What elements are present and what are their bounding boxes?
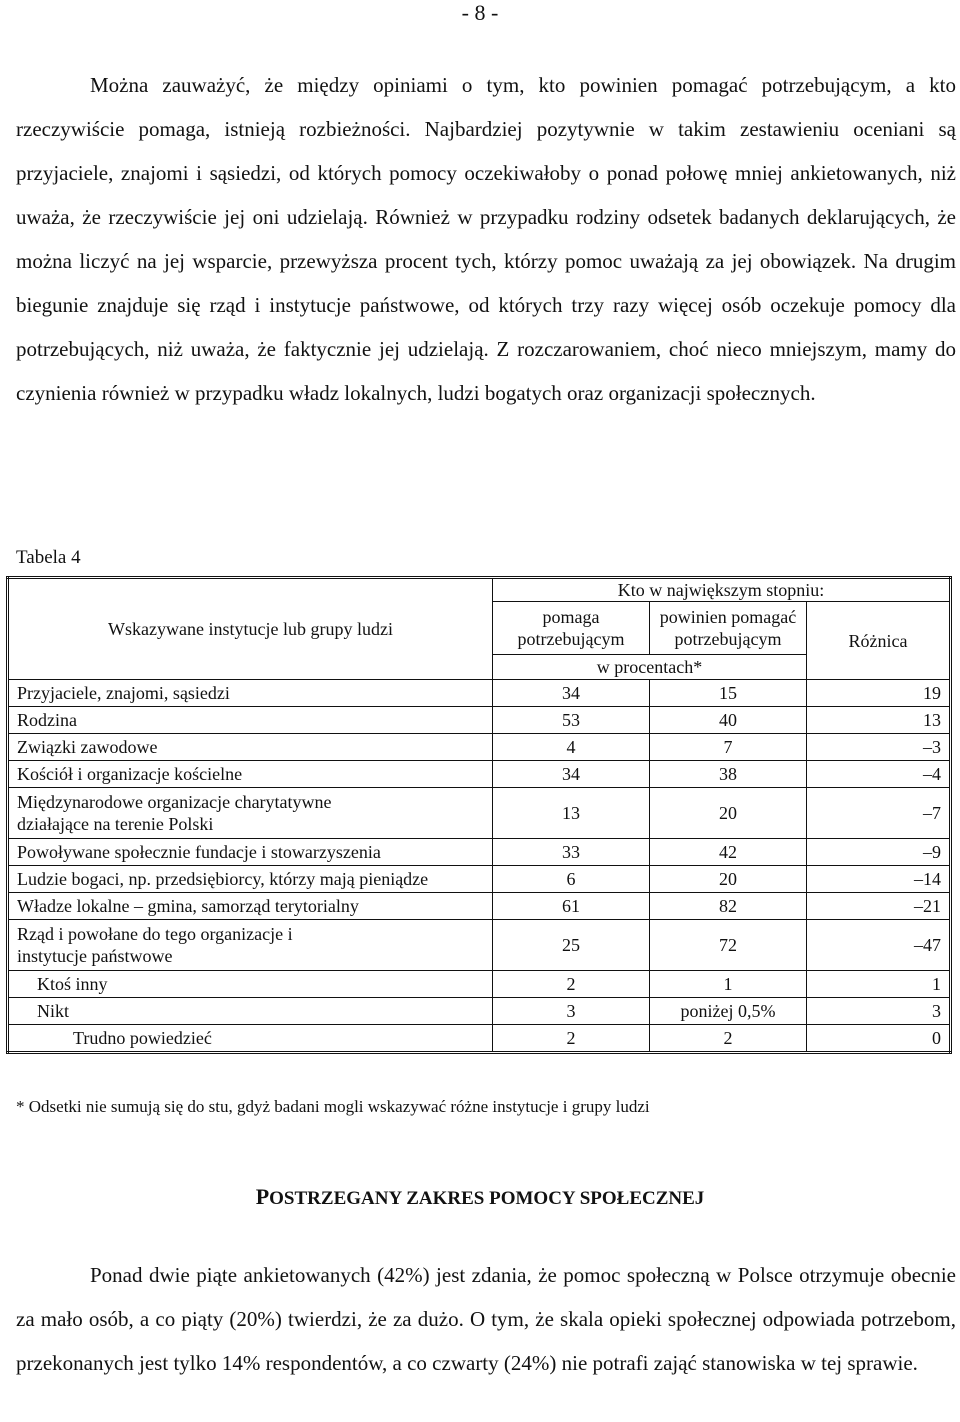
table-row [8, 866, 951, 893]
section-heading-initial: P [255, 1184, 270, 1209]
cell-helps: 4 [493, 734, 650, 761]
table-row [8, 971, 951, 998]
section-heading-rest: OSTRZEGANY ZAKRES POMOCY SPOŁECZNEJ [269, 1188, 705, 1209]
row-label: Związki zawodowe [8, 734, 493, 761]
table-row [8, 1025, 951, 1053]
row-label: Powoływane społecznie fundacje i stowarzyszenia [8, 839, 493, 866]
row-label: Międzynarodowe organizacje charytatywne działające na terenie Polski [8, 788, 493, 839]
section-heading [0, 1185, 960, 1211]
cell-helps: 3 [493, 998, 650, 1025]
cell-should: 40 [650, 707, 807, 734]
body-paragraph-2: Ponad dwie piąte ankietowanych (42%) jest zdania, że pomoc społeczną w Polsce otrzymuje obecnie za mało osób, a co piąty (20%) twierdzi, że za dużo. O tym, że skala opieki społecznej odpowiada potrzebom, przekonanych jest tylko 14% respondentów, a co czwarty (24%) nie potrafi zająć stanowiska w tej sprawie. [16, 1263, 956, 1375]
cell-diff: –9 [807, 839, 951, 866]
cell-should: 20 [650, 866, 807, 893]
page-number: - 8 - [461, 0, 499, 25]
row-label: Przyjaciele, znajomi, sąsiedzi [8, 680, 493, 707]
table-caption: Tabela 4 [16, 547, 81, 568]
cell-should: 2 [650, 1025, 807, 1053]
cell-should: 72 [650, 920, 807, 971]
cell-diff: 13 [807, 707, 951, 734]
cell-helps: 2 [493, 1025, 650, 1053]
header-group-label: Kto w największym stopniu: [493, 578, 951, 602]
cell-should: 1 [650, 971, 807, 998]
cell-diff: 1 [807, 971, 951, 998]
cell-diff: 3 [807, 998, 951, 1025]
cell-diff: 0 [807, 1025, 951, 1053]
cell-diff: –21 [807, 893, 951, 920]
header-row-label: Wskazywane instytucje lub grupy ludzi [8, 578, 493, 680]
cell-diff: –4 [807, 761, 951, 788]
cell-helps: 6 [493, 866, 650, 893]
table-row [8, 839, 951, 866]
table-footnote: * Odsetki nie sumują się do stu, gdyż badani mogli wskazywać różne instytucje i grupy ludzi [16, 1097, 650, 1116]
cell-helps: 25 [493, 920, 650, 971]
cell-diff: –3 [807, 734, 951, 761]
cell-should: poniżej 0,5% [650, 998, 807, 1025]
table-row [8, 707, 951, 734]
cell-should: 38 [650, 761, 807, 788]
cell-should: 20 [650, 788, 807, 839]
cell-helps: 34 [493, 761, 650, 788]
row-label: Rodzina [8, 707, 493, 734]
row-label: Ludzie bogaci, np. przedsiębiorcy, którzy mają pieniądze [8, 866, 493, 893]
cell-diff: –47 [807, 920, 951, 971]
table-row [8, 734, 951, 761]
row-label: Rząd i powołane do tego organizacje i instytucje państwowe [8, 920, 493, 971]
cell-should: 7 [650, 734, 807, 761]
cell-should: 42 [650, 839, 807, 866]
cell-helps: 53 [493, 707, 650, 734]
row-label: Nikt [8, 998, 493, 1025]
row-label: Władze lokalne – gmina, samorząd terytorialny [8, 893, 493, 920]
table-row [8, 920, 951, 971]
header-col-helps: pomaga potrzebującym [493, 602, 650, 655]
header-col-diff: Różnica [807, 602, 951, 680]
table-row [8, 788, 951, 839]
header-col-should: powinien pomagać potrzebującym [650, 602, 807, 655]
table-row [8, 893, 951, 920]
table-row [8, 761, 951, 788]
body-paragraph-1: Można zauważyć, że między opiniami o tym, kto powinien pomagać potrzebującym, a kto rzeczywiście pomaga, istnieją rozbieżności. Najbardziej pozytywnie w takim zestawieniu oceniani są przyjaciele, znajomi i sąsiedzi, od których pomocy oczekiwałoby o ponad połowę mniej ankietowanych, niż uważa, że rzeczywiście jej oni udzielają. Również w przypadku rodziny odsetek badanych deklarujących, że można liczyć na jej wsparcie, przewyższa procent tych, którzy pomoc uważają za jej obowiązek. Na drugim biegunie znajduje się rząd i instytucje państwowe, od których trzy razy więcej osób oczekuje pomocy dla potrzebujących, niż uważa, że faktycznie jej udzielają. Z rozczarowaniem, choć nieco mniejszym, mamy do czynienia również w przypadku władz lokalnych, ludzi bogatych oraz organizacji społecznych. [16, 73, 956, 405]
cell-helps: 2 [493, 971, 650, 998]
row-label: Ktoś inny [8, 971, 493, 998]
table-row [8, 998, 951, 1025]
cell-helps: 34 [493, 680, 650, 707]
header-unit: w procentach* [493, 655, 807, 680]
cell-helps: 33 [493, 839, 650, 866]
cell-diff: –7 [807, 788, 951, 839]
cell-should: 82 [650, 893, 807, 920]
table-row [8, 680, 951, 707]
cell-helps: 61 [493, 893, 650, 920]
cell-should: 15 [650, 680, 807, 707]
cell-helps: 13 [493, 788, 650, 839]
cell-diff: –14 [807, 866, 951, 893]
row-label: Kościół i organizacje kościelne [8, 761, 493, 788]
table-header-row-1 [8, 578, 951, 602]
data-table [6, 576, 952, 1054]
row-label: Trudno powiedzieć [8, 1025, 493, 1053]
cell-diff: 19 [807, 680, 951, 707]
